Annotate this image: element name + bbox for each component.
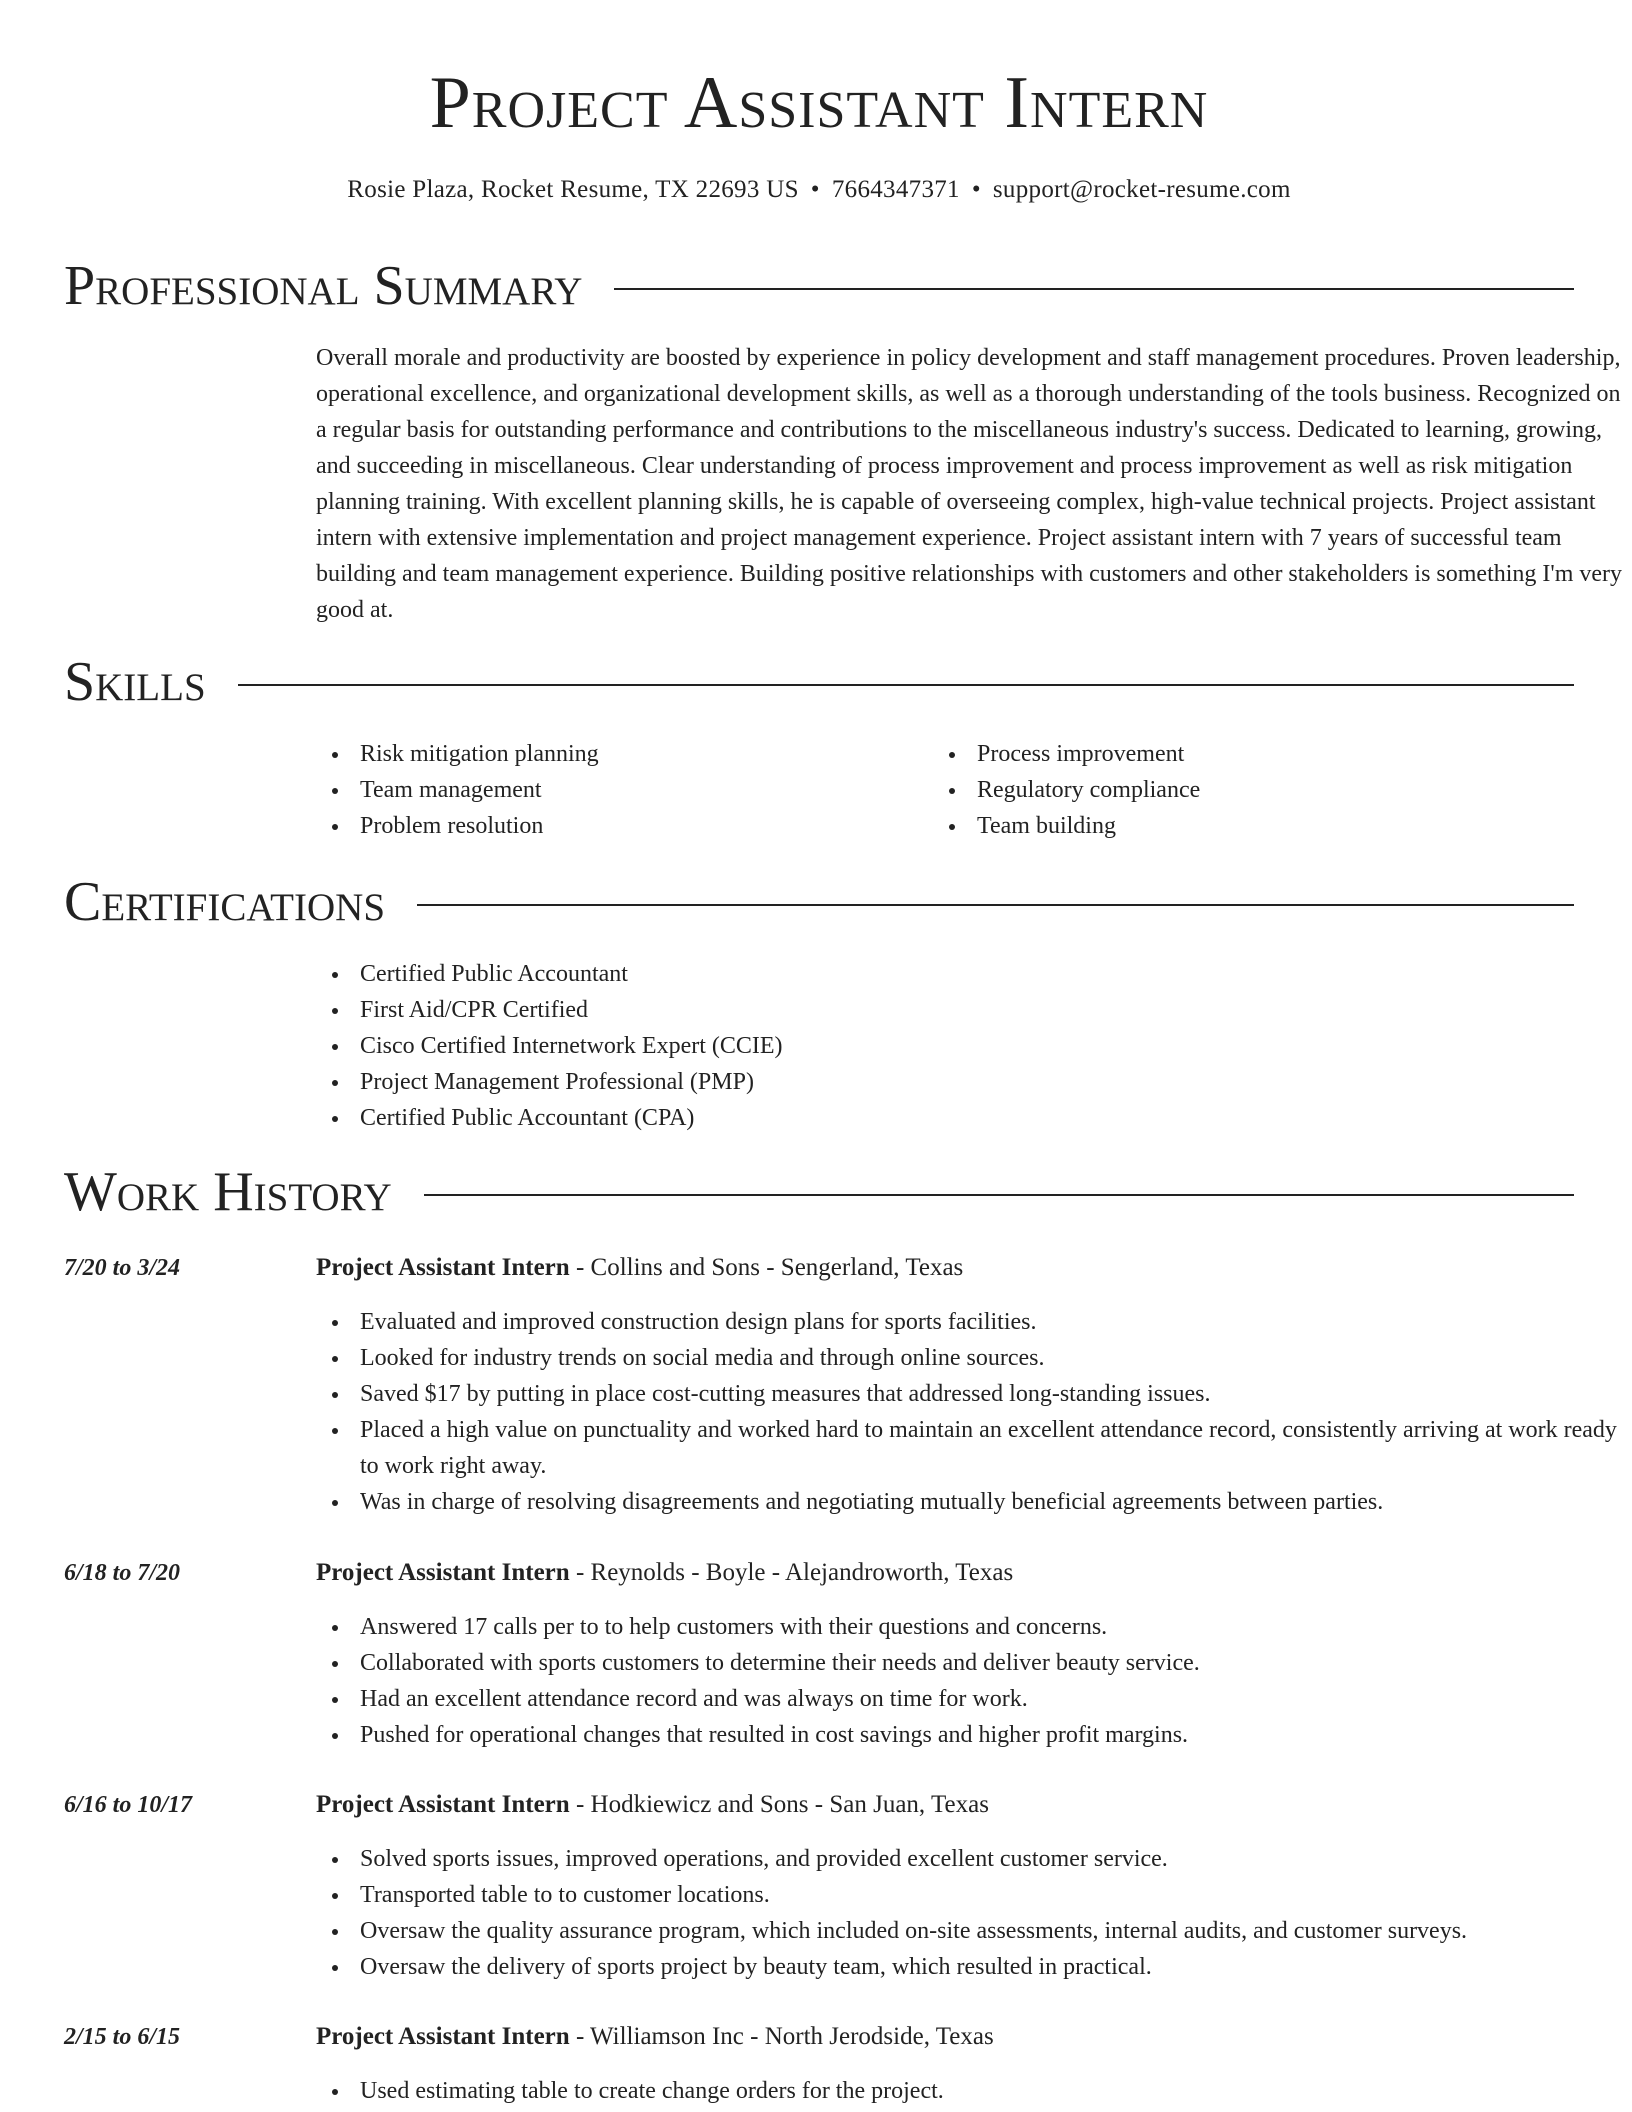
job-heading xyxy=(316,1555,1013,1591)
skill-item: Risk mitigation planning xyxy=(316,736,916,772)
job-bullet: Oversaw the delivery of sports project by beauty team, which resulted in practical. xyxy=(316,1949,1632,1985)
job-bullet: Had an excellent attendance record and was always on time for work. xyxy=(316,1681,1632,1717)
skill-item: Regulatory compliance xyxy=(933,772,1533,808)
job-employer-location: - Collins and Sons - Sengerland, Texas xyxy=(569,1254,964,1281)
job-heading xyxy=(316,1787,989,1823)
summary-section-header xyxy=(64,254,1574,318)
contact-email: support@rocket-resume.com xyxy=(992,176,1291,203)
job-dates: 6/18 to 7/20 xyxy=(64,1560,181,1586)
job-employer-location: - Williamson Inc - North Jerodside, Texas xyxy=(569,2023,994,2050)
job-heading xyxy=(316,1250,963,1286)
certification-item: Project Management Professional (PMP) xyxy=(316,1064,1574,1100)
job-bullet: Looked for industry trends on social media and through online sources. xyxy=(316,1340,1632,1376)
job-bullet: Solved sports issues, improved operations, and provided excellent customer service. xyxy=(316,1841,1632,1877)
certification-item: Cisco Certified Internetwork Expert (CCIE) xyxy=(316,1028,1574,1064)
job-bullet: Used estimating table to create change orders for the project. xyxy=(316,2073,1632,2109)
job-bullets xyxy=(316,2073,1632,2109)
contact-phone: 7664347371 xyxy=(831,176,960,203)
job-bullet: Oversaw the quality assurance program, which included on-site assessments, internal audits, and customer surveys. xyxy=(316,1913,1632,1949)
job-dates: 6/16 to 10/17 xyxy=(64,1792,193,1818)
job-employer-location: - Hodkiewicz and Sons - San Juan, Texas xyxy=(569,1791,989,1818)
job-title: Project Assistant Intern xyxy=(316,1254,570,1281)
section-divider xyxy=(614,288,1574,290)
job-employer-location: - Reynolds - Boyle - Alejandroworth, Texas xyxy=(569,1559,1014,1586)
skills-section-header xyxy=(64,650,1574,714)
job-heading xyxy=(316,2019,994,2055)
certification-item: Certified Public Accountant xyxy=(316,956,1574,992)
job-bullet: Answered 17 calls per to to help customers with their questions and concerns. xyxy=(316,1609,1632,1645)
certification-item: First Aid/CPR Certified xyxy=(316,992,1574,1028)
work-history-heading: Work History xyxy=(64,1161,392,1223)
job-bullets xyxy=(316,1304,1632,1520)
job-title: Project Assistant Intern xyxy=(316,1791,570,1818)
section-divider xyxy=(424,1194,1574,1196)
job-bullet: Was in charge of resolving disagreements and negotiating mutually beneficial agreements between parties. xyxy=(316,1484,1632,1520)
job-bullets xyxy=(316,1841,1632,1985)
section-divider xyxy=(417,904,1574,906)
certification-item: Certified Public Accountant (CPA) xyxy=(316,1100,1574,1136)
contact-separator: • xyxy=(810,176,820,203)
job-title: Project Assistant Intern xyxy=(316,2023,570,2050)
summary-text: Overall morale and productivity are boosted by experience in policy development and staff management procedures. Proven leadership, operational excellence, and organizational development skills, as well as a thorough understanding of the tools business. Recognized on a regular basis for outstanding performance and contributions to the miscellaneous industry's success. Dedicated to learning, growing, and succeeding in miscellaneous. Clear understanding of process improvement and process improvement as well as risk mitigation planning training. With excellent planning skills, he is capable of overseeing complex, high-value technical projects. Project assistant intern with extensive implementation and project management experience. Project assistant intern with 7 years of successful team building and team management experience. Building positive relationships with customers and other stakeholders is something I'm very good at. xyxy=(316,345,1623,623)
contact-separator: • xyxy=(971,176,981,203)
job-bullets xyxy=(316,1609,1632,1753)
section-divider xyxy=(238,684,1574,686)
summary-heading: Professional Summary xyxy=(64,255,583,317)
job-bullet: Placed a high value on punctuality and worked hard to maintain an excellent attendance record, consistently arriving at work ready to work right away. xyxy=(316,1412,1632,1484)
job-bullet: Saved $17 by putting in place cost-cutting measures that addressed long-standing issues. xyxy=(316,1376,1632,1412)
skill-item: Problem resolution xyxy=(316,808,916,844)
certifications-section-header xyxy=(64,870,1574,934)
skill-item: Team management xyxy=(316,772,916,808)
job-dates: 7/20 to 3/24 xyxy=(64,1255,181,1281)
job-title: Project Assistant Intern xyxy=(316,1559,570,1586)
job-bullet: Evaluated and improved construction design plans for sports facilities. xyxy=(316,1304,1632,1340)
work-history-section-header xyxy=(64,1160,1574,1224)
page-title: Project Assistant Intern xyxy=(429,62,1209,144)
skills-column-right xyxy=(933,736,1533,844)
contact-address: Rosie Plaza, Rocket Resume, TX 22693 US xyxy=(347,176,799,203)
skills-column-left xyxy=(316,736,916,844)
certifications-list xyxy=(316,956,1574,1136)
contact-line xyxy=(64,172,1574,208)
job-bullet: Collaborated with sports customers to determine their needs and deliver beauty service. xyxy=(316,1645,1632,1681)
job-bullet: Transported table to to customer locations. xyxy=(316,1877,1632,1913)
job-bullet: Pushed for operational changes that resulted in cost savings and higher profit margins. xyxy=(316,1717,1632,1753)
job-dates: 2/15 to 6/15 xyxy=(64,2024,181,2050)
skill-item: Process improvement xyxy=(933,736,1533,772)
certifications-heading: Certifications xyxy=(64,871,386,933)
skills-heading: Skills xyxy=(64,651,206,713)
skill-item: Team building xyxy=(933,808,1533,844)
